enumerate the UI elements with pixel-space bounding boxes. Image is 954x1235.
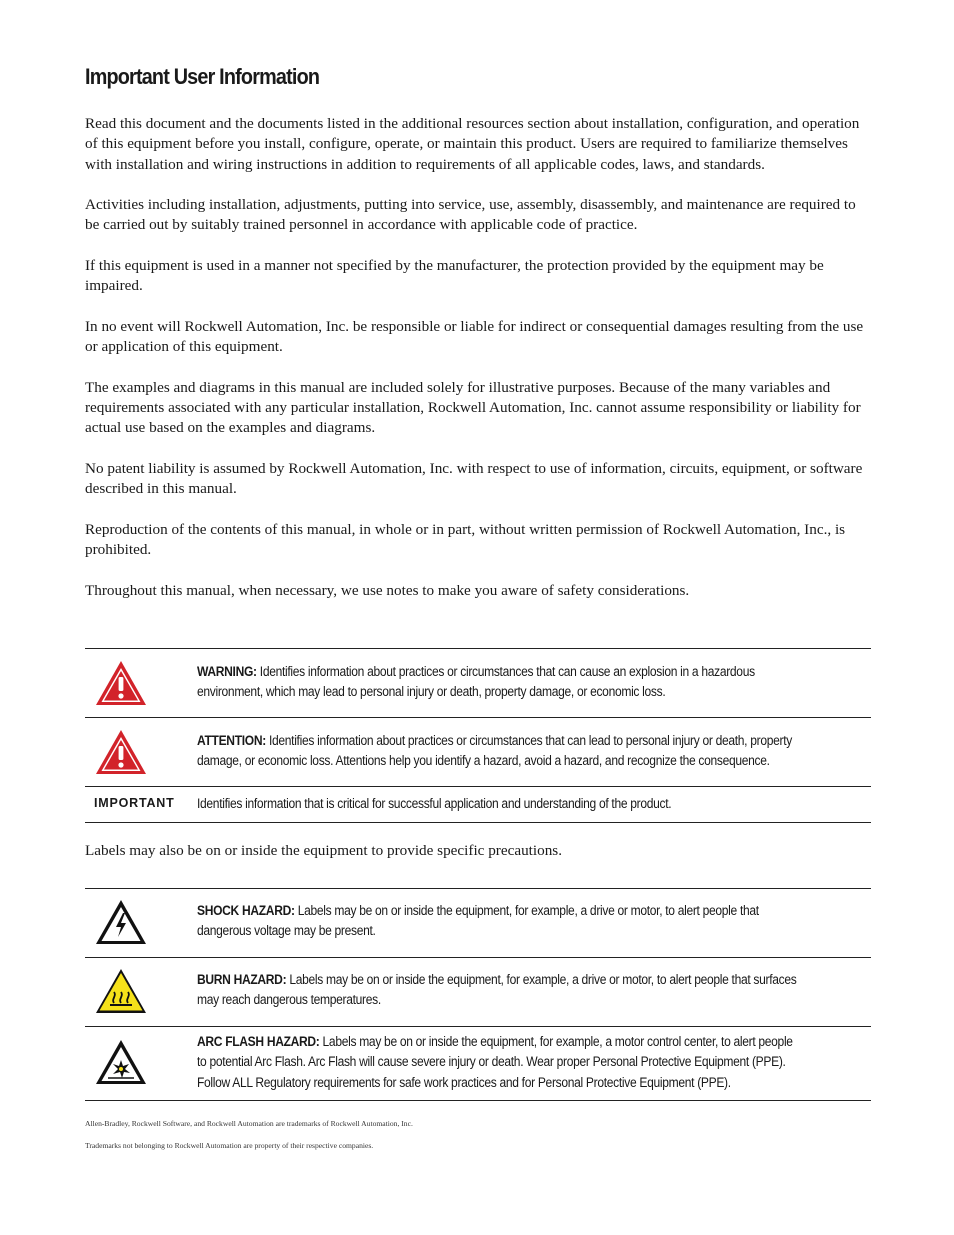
footer-trademarks: Allen-Bradley, Rockwell Software, and Rockwell Automation are trademarks of Rockwell Automation, Inc. xyxy=(85,1119,413,1128)
important-notice xyxy=(85,787,871,823)
attention-notice xyxy=(85,718,871,787)
paragraph: No patent liability is assumed by Rockwell Automation, Inc. with respect to use of information, circuits, equipment, or software described in this manual. xyxy=(85,460,863,498)
warning-notice xyxy=(85,648,871,718)
hazard-table xyxy=(85,888,871,1101)
paragraph: Throughout this manual, when necessary, we use notes to make you aware of safety considerations. xyxy=(85,581,690,599)
burn-hazard-notice xyxy=(85,958,871,1027)
shock-hazard-label: SHOCK HAZARD: xyxy=(197,903,295,918)
important-text: Identifies information that is critical for successful application and understanding of the product. xyxy=(197,796,672,811)
burn-hazard-label: BURN HAZARD: xyxy=(197,972,287,987)
warning-label: WARNING: xyxy=(197,664,257,679)
shock-hazard-icon xyxy=(94,898,148,946)
paragraph: Activities including installation, adjustments, putting into service, use, assembly, disassembly, and maintenance are required to be carried out by suitably trained personnel in accordance with applicable code of practice. xyxy=(85,196,856,234)
burn-hazard-text: Labels may be on or inside the equipment, for example, a drive or motor, to alert people that surfaces may reach dangerous temperatures. xyxy=(197,972,797,1008)
warning-triangle-icon xyxy=(94,659,148,707)
attention-text: Identifies information about practices or circumstances that can lead to personal injury or death, property damage, or economic loss. Attentions help you identify a hazard, avoid a hazard, and recognize the consequence. xyxy=(197,733,792,769)
warning-text: Identifies information about practices or circumstances that can cause an explosion in a hazardous environment, which may lead to personal injury or death, property damage, or economic loss. xyxy=(197,664,755,700)
paragraph: Read this document and the documents listed in the additional resources section about installation, configuration, and operation of this equipment before you install, configure, operate, or maintain this product. Users are required to familiarize themselves with installation and wiring instructions in addition to requirements of all applicable codes, laws, and standards. xyxy=(85,115,860,173)
body-text xyxy=(85,114,871,621)
arc-flash-hazard-icon xyxy=(94,1038,148,1086)
shock-hazard-notice xyxy=(85,888,871,958)
attention-triangle-icon xyxy=(94,728,148,776)
paragraph: In no event will Rockwell Automation, Inc. be responsible or liable for indirect or consequential damages resulting from the use or application of this equipment. xyxy=(85,317,864,356)
arc-flash-hazard-text: Labels may be on or inside the equipment, for example, a motor control center, to alert people to potential Arc Flash. Arc Flash will cause severe injury or death. Wear proper Personal Protective Equipment (PPE). Follow ALL Regulatory requirements for safe work practices and for Personal Protective Equipment (PPE). xyxy=(197,1034,793,1090)
important-label: IMPORTANT xyxy=(94,796,175,810)
arc-flash-hazard-notice xyxy=(85,1027,871,1101)
paragraph: If this equipment is used in a manner not specified by the manufacturer, the protection provided by the equipment may be impaired. xyxy=(85,257,824,295)
paragraph: The examples and diagrams in this manual are included solely for illustrative purposes. Because of the many variables and requirements associated with any particular installation, Rockwell Automation, Inc. cannot assume responsibility or liability for actual use based on the examples and diagrams. xyxy=(85,378,861,437)
footer-other-trademarks: Trademarks not belonging to Rockwell Automation are property of their respective companies. xyxy=(85,1141,374,1150)
labels-intro: Labels may also be on or inside the equipment to provide specific precautions. xyxy=(85,842,563,859)
paragraph: Reproduction of the contents of this manual, in whole or in part, without written permission of Rockwell Automation, Inc., is prohibited. xyxy=(85,520,846,559)
attention-label: ATTENTION: xyxy=(197,733,266,748)
burn-hazard-icon xyxy=(94,967,148,1015)
arc-flash-hazard-label: ARC FLASH HAZARD: xyxy=(197,1034,320,1049)
page-title: Important User Information xyxy=(85,64,320,89)
notice-table xyxy=(85,648,871,823)
shock-hazard-text: Labels may be on or inside the equipment, for example, a drive or motor, to alert people that dangerous voltage may be present. xyxy=(197,903,759,939)
